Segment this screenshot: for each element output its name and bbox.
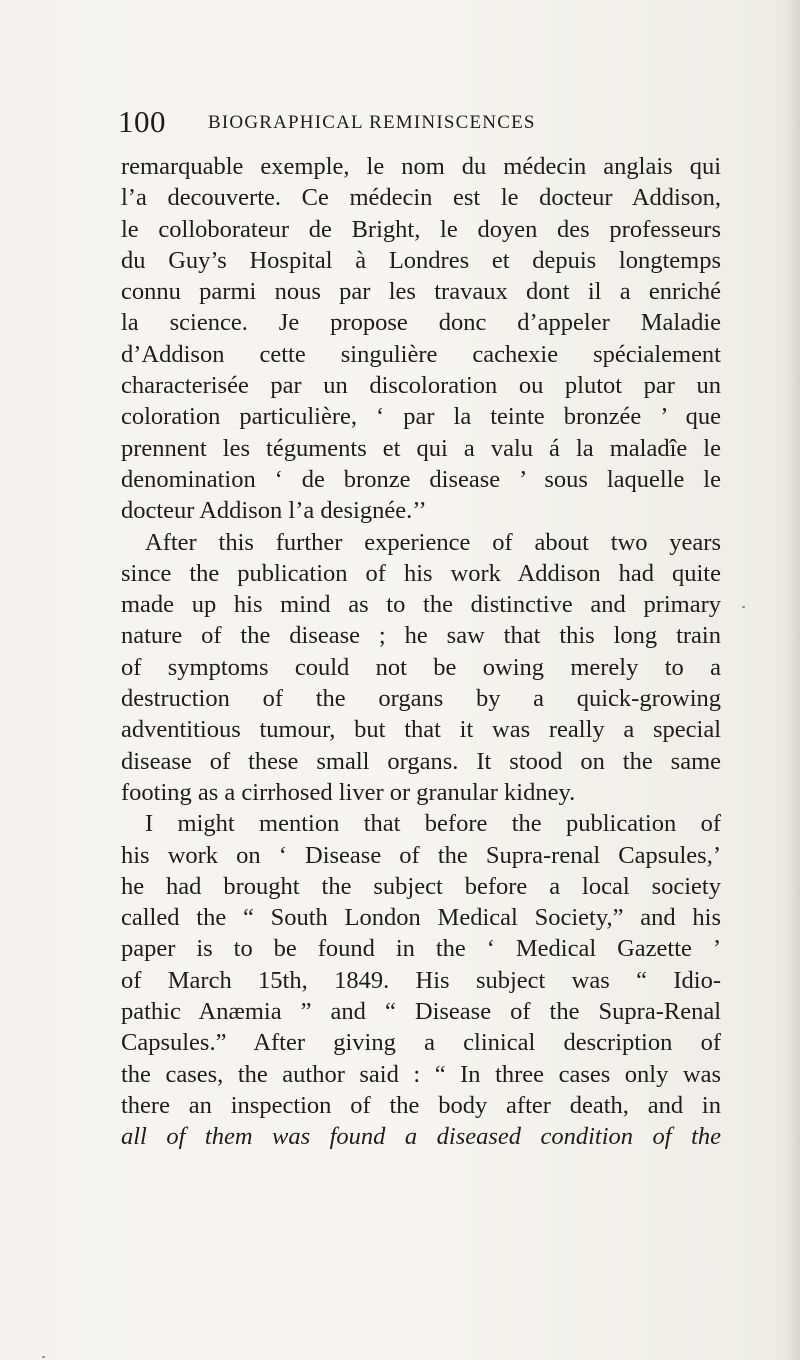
text-line: destruction of the organs by a quick-growing	[121, 685, 721, 713]
text-line: docteur Addison l’a designée.’’	[121, 497, 427, 525]
text-line: his work on ‘ Disease of the Supra-renal Capsules,’	[121, 841, 721, 869]
text-line: prennent les téguments et qui a valu á la maladîe le	[121, 434, 721, 462]
text-line: disease of these small organs. It stood on the same	[121, 747, 721, 775]
text-line: remarquable exemple, le nom du médecin anglais qui	[121, 153, 721, 180]
page-number: 100	[118, 104, 166, 139]
text-line: la science. Je propose donc d’appeler Maladie	[121, 309, 721, 337]
text-line: Capsules.” After giving a clinical description of	[121, 1029, 721, 1057]
page-edge-shadow	[786, 0, 800, 1360]
text-line: denomination ‘ de bronze disease ’ sous laquelle le	[121, 465, 721, 493]
italic-text-line: all of them was found a diseased condition of the	[121, 1123, 721, 1151]
paragraph-start-line: I might mention that before the publication of	[145, 810, 721, 838]
body-text	[121, 151, 721, 1153]
text-line: footing as a cirrhosed liver or granular kidney.	[121, 778, 576, 806]
text-line: nature of the disease ; he saw that this long train	[121, 622, 721, 650]
paragraph-start-line: After this further experience of about two years	[145, 528, 721, 556]
text-line: pathic Anæmia ” and “ Disease of the Supra-Renal	[121, 998, 721, 1026]
text-line: le colloborateur de Bright, le doyen des professeurs	[121, 215, 721, 243]
text-line: there an inspection of the body after death, and in	[121, 1091, 721, 1119]
text-line: of March 15th, 1849. His subject was “ Idio-	[121, 966, 721, 994]
running-head	[118, 104, 718, 144]
text-line: characterisée par un discoloration ou plutot par un	[121, 372, 721, 400]
text-line: d’Addison cette singulière cachexie spécialement	[121, 340, 721, 368]
text-line: made up his mind as to the distinctive and primary	[121, 591, 721, 619]
running-title: BIOGRAPHICAL REMINISCENCES	[208, 112, 536, 133]
text-line: called the “ South London Medical Society,” and his	[121, 904, 721, 932]
text-line: paper is to be found in the ‘ Medical Gazette ’	[121, 935, 721, 963]
paper-speck	[42, 1356, 45, 1358]
text-line: of symptoms could not be owing merely to a	[121, 653, 721, 681]
text-line: connu parmi nous par les travaux dont il a enriché	[121, 278, 721, 306]
paper-speck	[742, 606, 745, 608]
text-line: coloration particulière, ‘ par la teinte bronzée ’ que	[121, 403, 721, 431]
text-line: he had brought the subject before a local society	[121, 872, 721, 900]
text-line: adventitious tumour, but that it was really a special	[121, 716, 721, 744]
text-line: the cases, the author said : “ In three cases only was	[121, 1060, 721, 1088]
text-line: du Guy’s Hospital à Londres et depuis longtemps	[121, 246, 721, 274]
text-line: since the publication of his work Addison had quite	[121, 559, 721, 587]
text-line: l’a decouverte. Ce médecin est le docteur Addison,	[121, 184, 721, 212]
